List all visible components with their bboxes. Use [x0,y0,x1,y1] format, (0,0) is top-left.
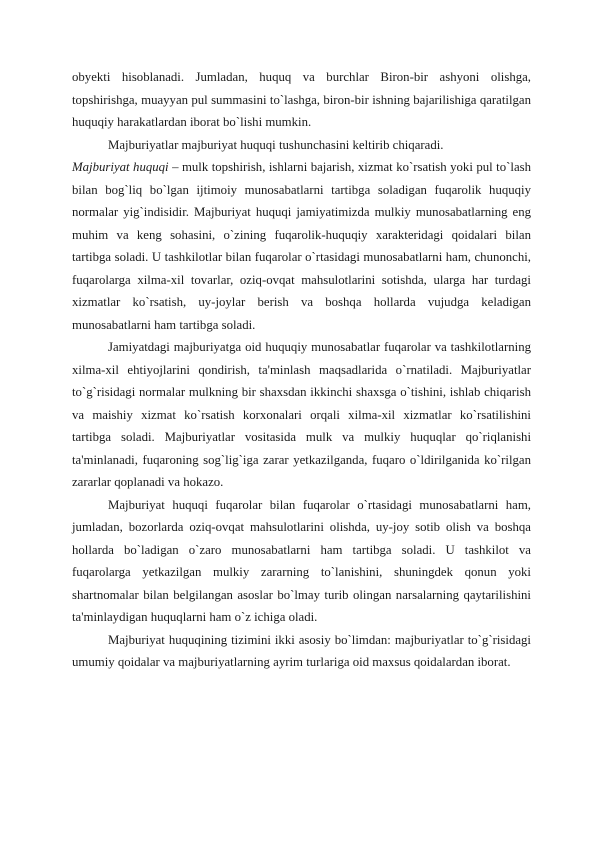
defined-term: Majburiyat huquqi [72,160,169,174]
paragraph-3 [72,156,531,336]
paragraph-1: obyekti hisoblanadi. Jumladan, huquq va burchlar Biron-bir ashyoni olishga, topshirishga, muayyan pul summasini to`lashga, biron-bir ishning bajarilishiga qaratilgan huquqiy harakatlardan iborat bo`lishi mumkin. [72,70,531,129]
paragraph-5: Majburiyat huquqi fuqarolar bilan fuqarolar o`rtasidagi munosabatlarni ham, jumladan, bozorlarda oziq-ovqat mahsulotlarini olishda, uy-joy sotib olish va boshqa hollarda bo`ladigan o`zaro munosabatlarni ham tartibga soladi. U tashkilot va fuqarolarga yetkazilgan mulkiy zararning to`lanishini, shuningdek qonun yoki shartnomalar bilan belgilangan asoslar bo`lmay turib olingan narsalarning qaytarilishini ta'minlaydigan huquqlarni ham o`z ichiga oladi. [72,497,531,624]
paragraph-2: Majburiyatlar majburiyat huquqi tushunchasini keltirib chiqaradi. [108,137,444,152]
paragraph-3-body: – mulk topshirish, ishlarni bajarish, xizmat ko`rsatish yoki pul to`lash bilan bog`liq bo`lgan ijtimoiy munosabatlarni tartibga soladigan fuqarolik huquqiy normalar yig`indisidir. Majburiyat huquqi jamiyatimizda mulkiy munosabatlarning eng muhim va keng sohasini, o`zining fuqarolik-huquqiy xarakteridagi qoidalari bilan tartibga soladi. U tashkilotlar bilan fuqarolar o`rtasidagi munosabatlarni ham, chunonchi, fuqarolarga xilma-xil tovarlar, oziq-ovqat mahsulotlarini sotishda, ularga har turdagi xizmatlar ko`rsatish, uy-joylar berish va boshqa hollarda vujudga keladigan munosabatlarni ham tartibga soladi. [72,160,532,332]
document-page [72,66,531,674]
paragraph-6: Majburiyat huquqining tizimini ikki asosiy bo`limdan: majburiyatlar to`g`risidagi umumiy qoidalar va majburiyatlarning ayrim turlariga oid maxsus qoidalardan iborat. [72,632,531,669]
paragraph-4: Jamiyatdagi majburiyatga oid huquqiy munosabatlar fuqarolar va tashkilotlarning xilma-xil ehtiyojlarini qondirish, ta'minlash maqsadlarida o`rnatiladi. Majburiyatlar to`g`risidagi normalar mulkning bir shaxsdan ikkinchi shaxsga o`tishini, ishlab chiqarish va maishiy xizmat ko`rsatish korxonalari orqali xilma-xil xizmatlar ko`rsatilishini tartibga soladi. Majburiyatlar vositasida mulk va mulkiy huquqlar qo`riqlanishi ta'minlanadi, fuqaroning sog`lig`iga zarar yetkazilganda, fuqaro o`ldirilganida ko`rilgan zararlar qoplanadi va hokazo. [72,340,531,489]
